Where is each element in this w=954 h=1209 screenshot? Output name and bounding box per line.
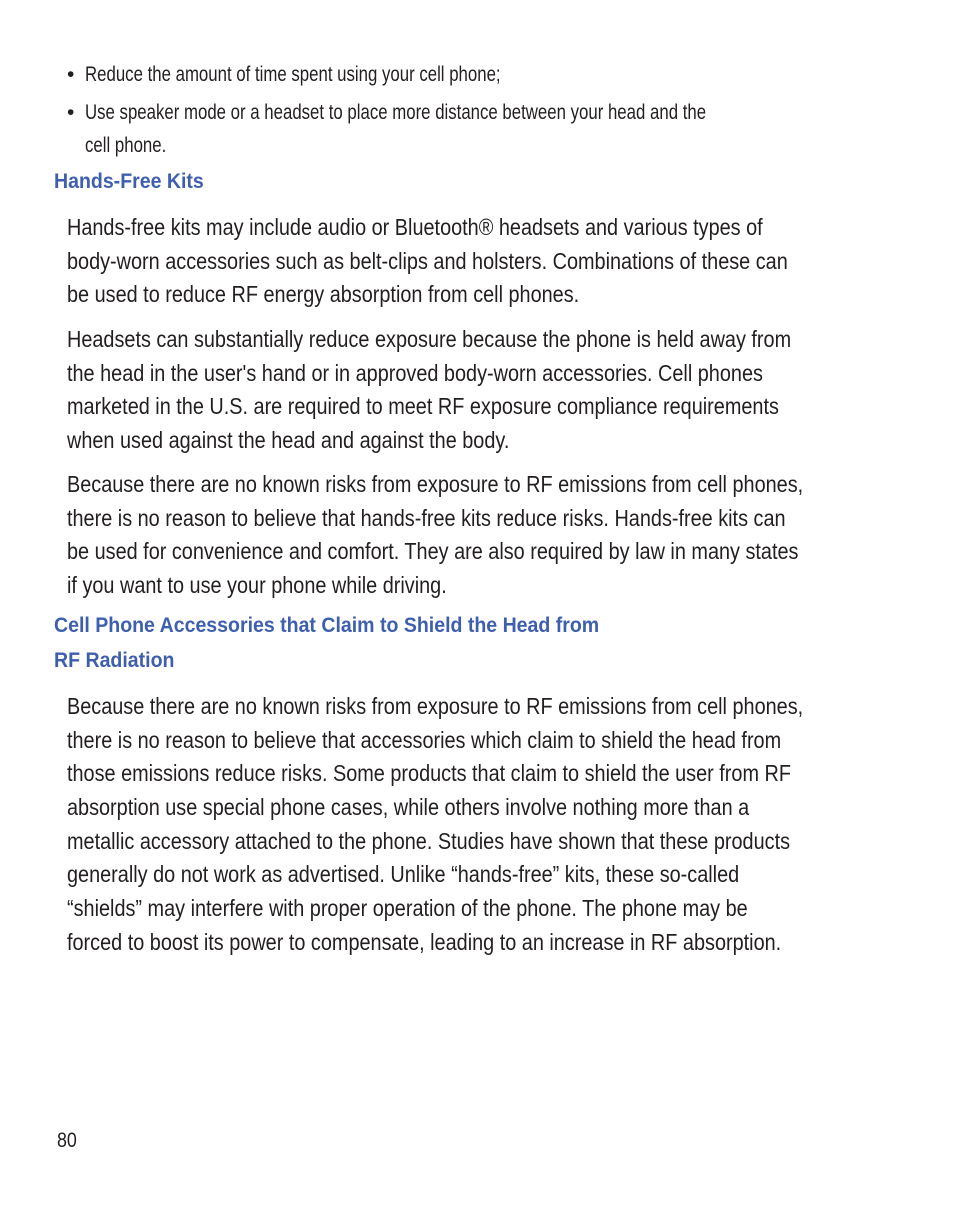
paragraph-line: those emissions reduce risks. Some products that claim to shield the user from RF xyxy=(67,760,791,787)
paragraph-line: metallic accessory attached to the phone. Studies have shown that these products xyxy=(67,827,791,854)
bullet-text-line: Use speaker mode or a headset to place more distance between your head and the xyxy=(85,101,707,124)
paragraph xyxy=(67,690,897,960)
paragraph-line: generally do not work as advertised. Unlike “hands-free” kits, these so-called xyxy=(67,861,740,888)
paragraph-line: be used to reduce RF energy absorption from cell phones. xyxy=(67,281,580,308)
paragraph-line: Because there are no known risks from exposure to RF emissions from cell phones, xyxy=(67,693,804,719)
paragraph xyxy=(67,211,897,312)
paragraph-line: the head in the user's hand or in approved body-worn accessories. Cell phones xyxy=(67,359,763,386)
page-number: 80 xyxy=(57,1129,77,1152)
paragraph-line: when used against the head and against the body. xyxy=(67,427,510,454)
section-heading-hands-free-kits: Hands-Free Kits xyxy=(54,170,204,193)
paragraph-line: there is no reason to believe that hands-free kits reduce risks. Hands-free kits can xyxy=(67,504,786,531)
paragraph-line: body-worn accessories such as belt-clips and holsters. Combinations of these can xyxy=(67,247,788,274)
paragraph-line: Headsets can substantially reduce exposure because the phone is held away from xyxy=(67,326,792,352)
bullet-mark: • xyxy=(67,101,75,124)
bullet-item xyxy=(67,96,887,162)
paragraph xyxy=(67,468,897,603)
bullet-text-line: cell phone. xyxy=(85,134,167,157)
bullet-text-line: Reduce the amount of time spent using your cell phone; xyxy=(85,63,501,86)
paragraph-line: Hands-free kits may include audio or Bluetooth® headsets and various types of xyxy=(67,214,763,240)
paragraph-line: if you want to use your phone while driving. xyxy=(67,572,447,599)
section-heading-shield-accessories: Cell Phone Accessories that Claim to Shield the Head from RF Radiation xyxy=(54,614,600,672)
bullet-mark: • xyxy=(67,63,75,86)
paragraph-line: there is no reason to believe that accessories which claim to shield the head from xyxy=(67,726,782,753)
paragraph-line: Because there are no known risks from exposure to RF emissions from cell phones, xyxy=(67,471,804,497)
paragraph-line: “shields” may interfere with proper operation of the phone. The phone may be xyxy=(67,895,748,922)
paragraph-line: absorption use special phone cases, while others involve nothing more than a xyxy=(67,794,750,821)
paragraph-line: forced to boost its power to compensate, leading to an increase in RF absorption. xyxy=(67,928,782,955)
bullet-list xyxy=(67,58,887,167)
paragraph-line: marketed in the U.S. are required to meet RF exposure compliance requirements xyxy=(67,393,779,420)
paragraph xyxy=(67,323,897,458)
bullet-item xyxy=(67,58,887,91)
paragraph-line: be used for convenience and comfort. They are also required by law in many states xyxy=(67,538,799,565)
